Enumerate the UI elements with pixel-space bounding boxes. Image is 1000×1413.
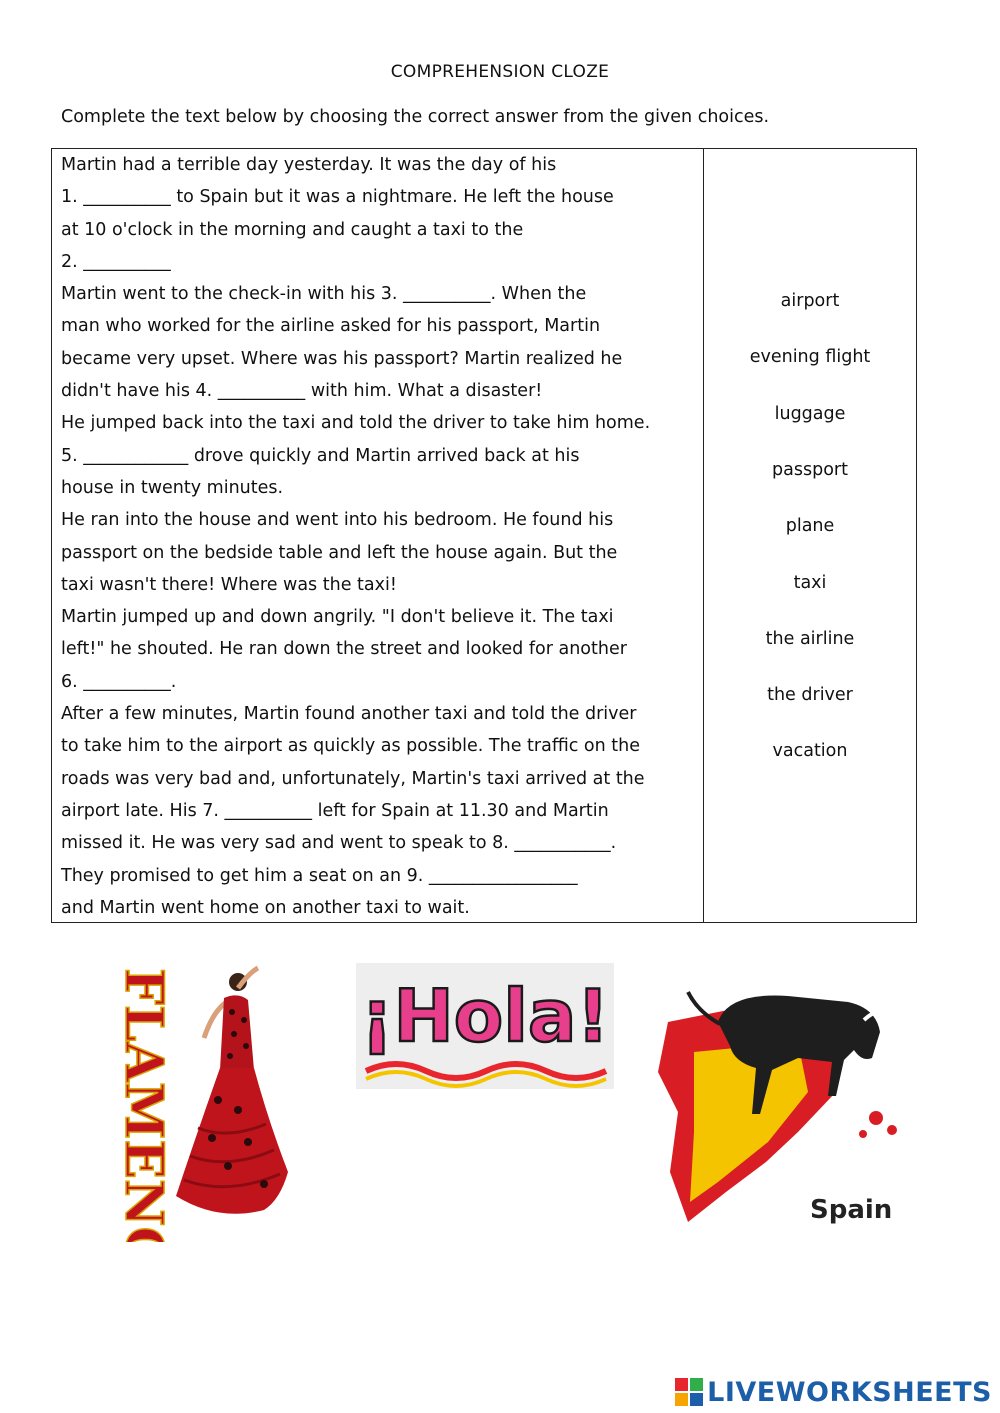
passage-line: Martin had a terrible day yesterday. It was the day of his [61, 155, 557, 175]
passage-column [52, 149, 704, 922]
passage-line: roads was very bad and, unfortunately, Martin's taxi arrived at the [61, 768, 645, 789]
choice-word: taxi [793, 572, 827, 593]
choice-word: vacation [772, 741, 848, 762]
passage-line: taxi wasn't there! Where was the taxi! [61, 574, 397, 595]
worksheet-title: COMPREHENSION CLOZE [390, 62, 610, 82]
choice-word: evening flight [749, 347, 871, 368]
choice-word: the airline [765, 628, 855, 649]
liveworksheets-logo[interactable] [675, 1375, 992, 1409]
spain-bull-image [648, 962, 918, 1240]
hola-image [356, 963, 614, 1089]
passage-line: 1. __________ to Spain but it was a nightmare. He left the house [61, 187, 614, 208]
passage-line: didn't have his 4. __________ with him. What a disaster! [61, 381, 543, 402]
passage-line: After a few minutes, Martin found another taxi and told the driver [61, 704, 637, 725]
hola-lettering: ¡Hola! [360, 974, 610, 1058]
passage-line: missed it. He was very sad and went to speak to 8. ___________. [61, 833, 617, 854]
passage-line: Martin jumped up and down angrily. "I don't believe it. The taxi [61, 607, 614, 628]
passage-line: became very upset. Where was his passport? Martin realized he [61, 348, 623, 369]
passage-line: Martin went to the check-in with his 3. __________. When the [61, 284, 587, 305]
choice-word: plane [785, 516, 835, 537]
passage-line: and Martin went home on another taxi to wait. [61, 897, 470, 918]
choice-word: passport [772, 459, 848, 480]
liveworksheets-badge-icon [675, 1378, 703, 1406]
passage-line: house in twenty minutes. [61, 477, 284, 498]
choice-word: the driver [767, 685, 853, 706]
passage-line: at 10 o'clock in the morning and caught a taxi to the [61, 219, 524, 240]
passage-line: to take him to the airport as quickly as possible. The traffic on the [61, 736, 641, 757]
spain-label: Spain [810, 1195, 893, 1225]
passage-line: man who worked for the airline asked for his passport, Martin [61, 316, 601, 337]
passage-line: He ran into the house and went into his bedroom. He found his [61, 510, 614, 531]
cloze-table [51, 148, 917, 923]
passage-line: 2. __________ [61, 251, 171, 272]
passage-line: left!" he shouted. He ran down the street and looked for another [61, 639, 627, 660]
passage-line: 6. __________. [61, 671, 177, 692]
instructions: Complete the text below by choosing the correct answer from the given choices. [61, 107, 770, 127]
passage-line: airport late. His 7. __________ left for Spain at 11.30 and Martin [61, 800, 609, 821]
passage-line: They promised to get him a seat on an 9. _________________ [61, 865, 578, 886]
passage-line: passport on the bedside table and left the house again. But the [61, 542, 618, 563]
choice-word: airport [780, 291, 840, 311]
choice-word: luggage [774, 403, 846, 424]
passage-line: He jumped back into the taxi and told the driver to take him home. [61, 413, 651, 434]
flamenco-lettering: FLAMENCO [113, 968, 174, 1242]
flamenco-image [88, 960, 308, 1242]
passage-line: 5. ____________ drove quickly and Martin arrived back at his [61, 445, 580, 466]
choices-column [704, 149, 916, 922]
liveworksheets-wordmark: LIVEWORKSHEETS [707, 1376, 992, 1408]
